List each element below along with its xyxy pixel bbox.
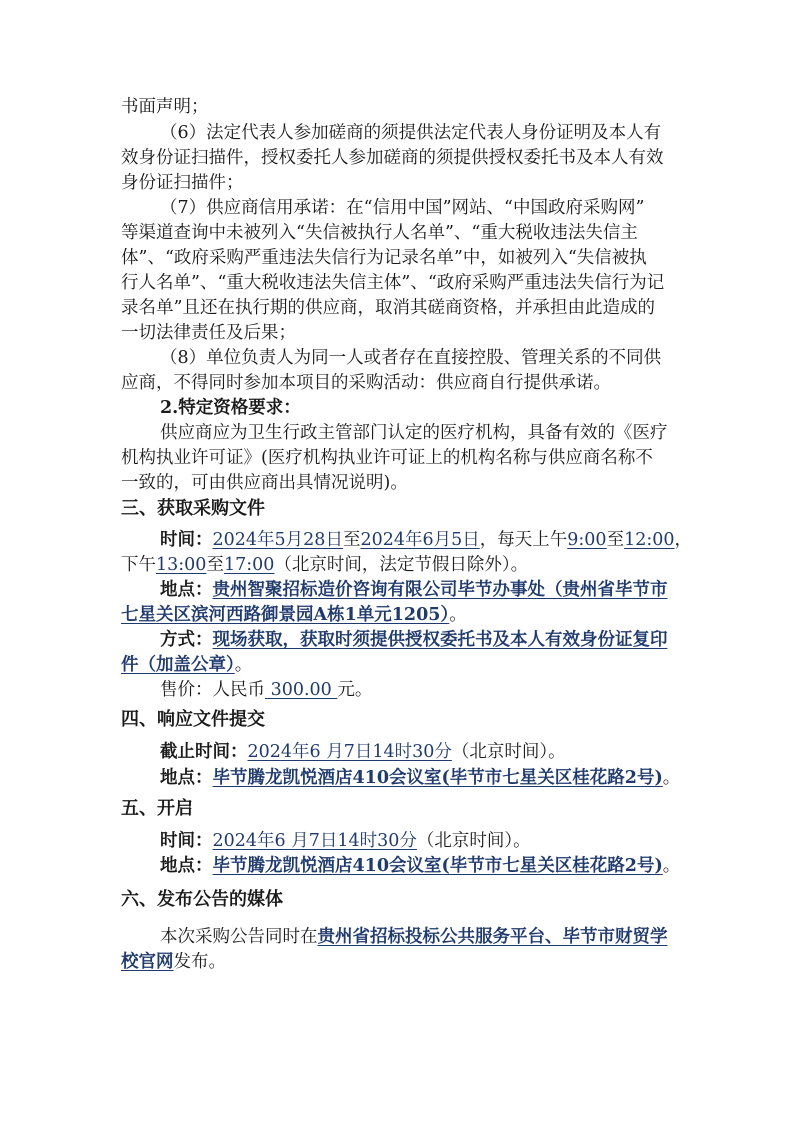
text: 至 — [342, 530, 361, 550]
text-line: 效身份证扫描件，授权委托人参加磋商的须提供授权委托书及本人有效 — [121, 148, 664, 168]
location-label: 地点： — [160, 580, 213, 600]
acquire-method-line — [160, 628, 668, 652]
price-label: 售价：人民币 — [160, 680, 265, 700]
time-label: 时间： — [160, 831, 213, 851]
price-line — [160, 678, 372, 702]
text: 。 — [662, 856, 681, 876]
text: 本次采购公告同时在 — [160, 927, 318, 947]
open-location-line — [160, 854, 680, 878]
open-time-line — [160, 829, 531, 853]
text-line: 一切法律责任及后果； — [121, 323, 296, 343]
text-line: 一致的，可由供应商出具情况说明)。 — [121, 473, 408, 493]
media-line — [160, 925, 668, 949]
text-line: 书面声明； — [121, 97, 209, 117]
text: 至 — [206, 555, 224, 575]
text-line: 体”、“政府采购严重违法失信行为记录名单”中，如被列入“失信被执 — [121, 248, 647, 268]
section-heading: 三、获取采购文件 — [121, 498, 265, 519]
text: 元。 — [337, 680, 373, 700]
text: 至 — [606, 530, 625, 550]
location-value: 七星关区滨河西路御景园A栋1单元1205） — [121, 605, 450, 625]
text: （北京时间）。 — [416, 831, 531, 851]
location-label: 地点： — [160, 856, 213, 876]
text: 。 — [234, 655, 253, 675]
acquire-time-line-2 — [121, 553, 528, 577]
location-label: 地点： — [160, 768, 213, 788]
text: 下午 — [121, 555, 156, 575]
method-value: 件（加盖公章） — [121, 655, 235, 675]
location-value: 毕节腾龙凯悦酒店410会议室(毕节市七星关区桂花路2号) — [212, 856, 663, 876]
submit-location-line — [160, 766, 680, 790]
text-line: 供应商应为卫生行政主管部门认定的医疗机构，具备有效的《医疗 — [160, 423, 668, 443]
section-heading: 四、响应文件提交 — [121, 709, 265, 730]
deadline-label: 截止时间： — [160, 742, 248, 762]
text-line: （6）法定代表人参加磋商的须提供法定代表人身份证明及本人有 — [160, 123, 662, 143]
method-label: 方式： — [160, 630, 213, 650]
acquire-location-line-2 — [121, 603, 467, 627]
text: ， — [674, 530, 693, 550]
text: （北京时间，法定节假日除外）。 — [274, 555, 529, 575]
media-value: 贵州省招标投标公共服务平台、毕节市财贸学 — [317, 927, 668, 947]
acquire-location-line — [160, 578, 668, 602]
section-heading: 五、开启 — [121, 798, 193, 819]
text: 。 — [449, 605, 467, 625]
text: 。 — [662, 768, 681, 788]
method-value: 现场获取，获取时须提供授权委托书及本人有效身份证复印 — [212, 630, 668, 650]
text: （北京时间）。 — [451, 742, 566, 762]
location-value: 毕节腾龙凯悦酒店410会议室(毕节市七星关区桂花路2号) — [212, 768, 663, 788]
section-heading: 六、发布公告的媒体 — [121, 889, 283, 910]
subsection-title: 2.特定资格要求： — [160, 398, 301, 418]
text-line: 行人名单”、“重大税收违法失信主体”、“政府采购严重违法失信行为记 — [121, 273, 665, 293]
time-value: 2024年6 月7日14时30分 — [212, 831, 417, 851]
start-date: 2024年5月28日 — [212, 530, 343, 550]
location-value: 贵州智聚招标造价咨询有限公司毕节办事处（贵州省毕节市 — [212, 580, 668, 600]
text-line: 录名单”且还在执行期的供应商，取消其磋商资格，并承担由此造成的 — [121, 298, 655, 318]
am-end: 12:00 — [624, 530, 675, 550]
text-line: 应商，不得同时参加本项目的采购活动：供应商自行提供承诺。 — [121, 373, 611, 393]
price-value: 300.00 — [265, 680, 338, 700]
deadline-value: 2024年6 月7日14时30分 — [247, 742, 452, 762]
acquire-method-line-2 — [121, 653, 252, 677]
text-line: 等渠道查询中未被列入“失信被执行人名单”、“重大税收违法失信主 — [121, 223, 638, 243]
pm-end: 17:00 — [223, 555, 275, 575]
text-line: 身份证扫描件； — [121, 173, 244, 193]
text-line: 机构执业许可证》(医疗机构执业许可证上的机构名称与供应商名称不 — [121, 448, 653, 468]
pm-start: 13:00 — [156, 555, 207, 575]
text: ，每天上午 — [479, 530, 568, 550]
am-start: 9:00 — [567, 530, 607, 550]
text-line: （7）供应商信用承诺：在“信用中国”网站、“中国政府采购网” — [160, 198, 645, 218]
acquire-time-line — [160, 528, 692, 552]
text: 发布。 — [173, 952, 226, 972]
media-value: 校官网 — [121, 952, 174, 972]
media-line-2 — [121, 950, 226, 974]
time-label: 时间： — [160, 530, 213, 550]
end-date: 2024年6月5日 — [360, 530, 480, 550]
text-line: （8）单位负责人为同一人或者存在直接控股、管理关系的不同供 — [160, 348, 662, 368]
deadline-line — [160, 740, 566, 764]
